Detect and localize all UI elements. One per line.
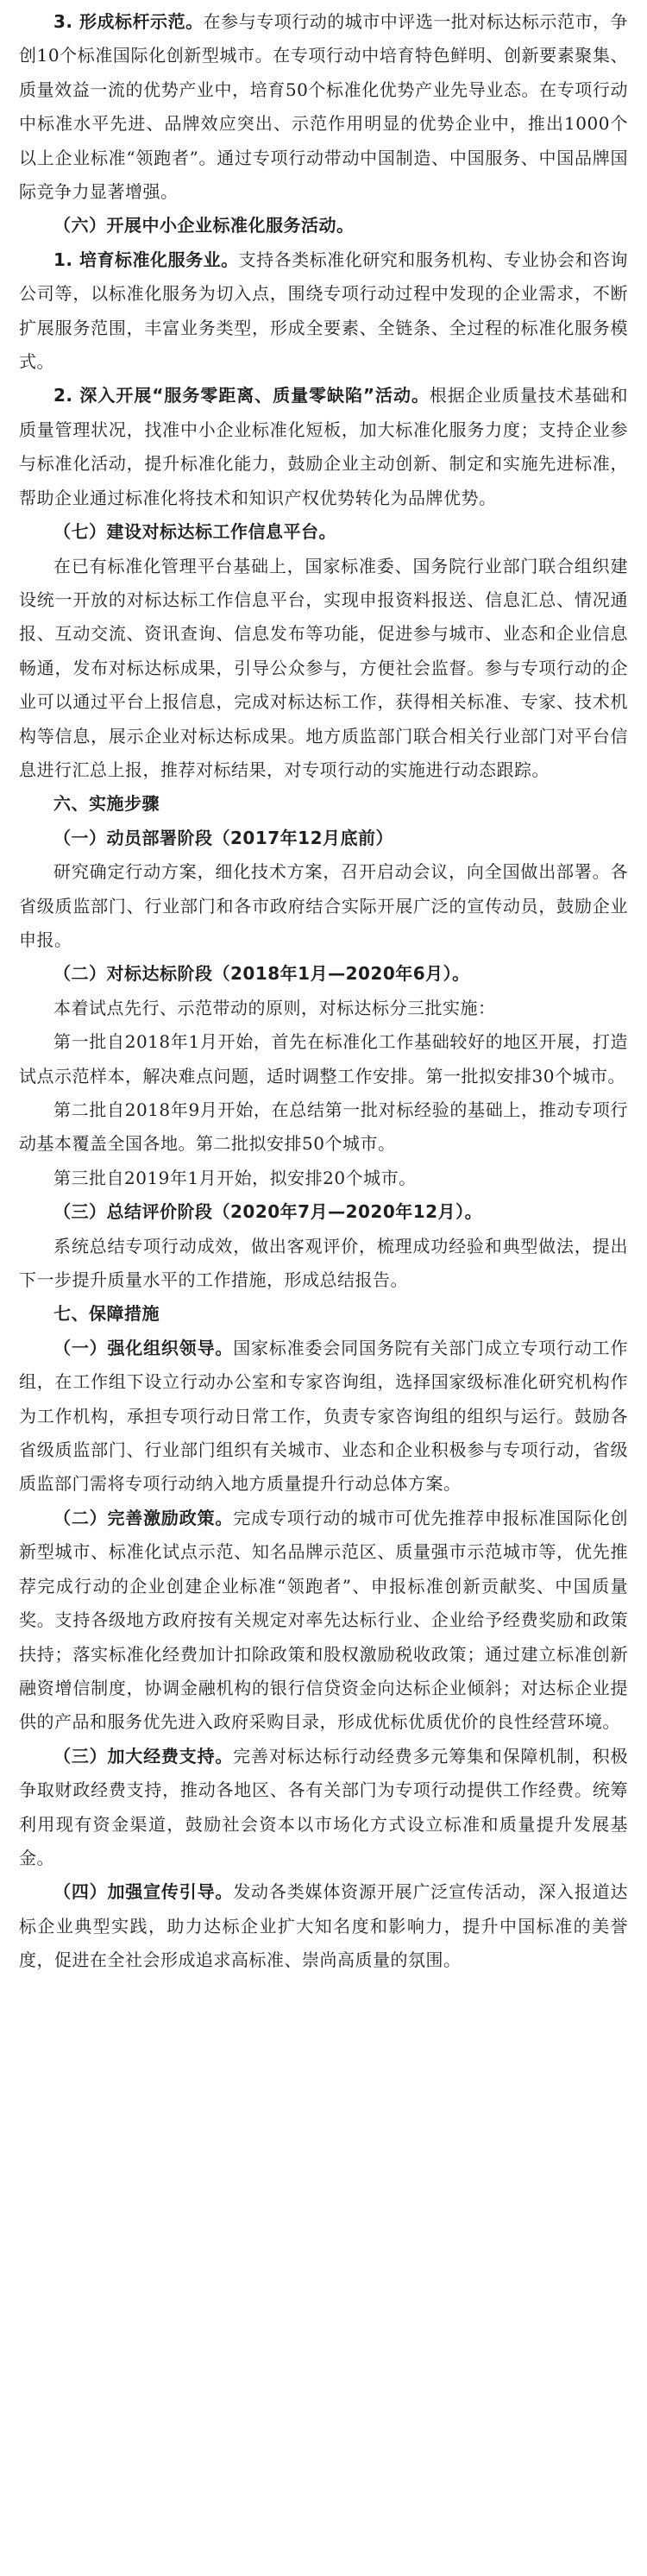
paragraph-text: 完成专项行动的城市可优先推荐申报标准国际化创新型城市、标准化试点示范、知名品牌示范区、质量强市示范城市等，优先推荐完成行动的企业创建企业标准“领跑者”、申报标准创新贡献奖、中国质量奖。支持各级地方政府按有关规定对率先达标行业、企业给予经费奖励和政策扶持；落实标准化经费加计扣除政策和股权激励税收政策；通过建立标准创新融资增信制度，协调金融机构的银行信贷资金向达标企业倾斜；对达标企业提供的产品和服务优先进入政府采购目录，形成优标优质优价的良性经营环境。 (19, 1507, 629, 1733)
paragraph-text: 发动各类媒体资源开展广泛宣传活动，深入报道达标企业典型实践，助力达标企业扩大知名度和影响力，提升中国标准的美誉度，促进在全社会形成追求高标准、崇尚高质量的氛围。 (19, 1881, 629, 1971)
paragraph-text: 在参与专项行动的城市中评选一批对标达标示范市，争创10个标准国际化创新型城市。在专项行动中培育特色鲜明、创新要素聚集、质量效益一流的优势产业中，培育50个标准化优势产业先导业态。在专项行动中标准水平先进、品牌效应突出、示范作用明显的优势企业中，推出1000个以上企业标准“领跑者”。通过专项行动带动中国制造、中国服务、中国品牌国际竞争力显著增强。 (19, 11, 629, 203)
paragraph-benchmark-demo (19, 5, 628, 209)
paragraph-text: 第二批自2018年9月开始，在总结第一批对标经验的基础上，推动专项行动基本覆盖全国各地。第二批拟安排50个城市。 (19, 1099, 628, 1155)
paragraph-evaluation (19, 1230, 628, 1298)
paragraph-text: 系统总结专项行动成效，做出客观评价，梳理成功经验和典型做法，提出下一步提升质量水平的工作措施，形成总结报告。 (19, 1235, 628, 1291)
paragraph-lead: 2. 深入开展“服务零距离、质量零缺陷”活动。 (53, 385, 430, 406)
paragraph-text: 支持各类标准化研究和服务机构、专业协会和咨询公司等，以标准化服务为切入点，围绕专项行动过程中发现的企业需求，不断扩展服务范围，丰富业务类型，形成全要素、全链条、全过程的标准化服务模式。 (19, 249, 629, 373)
paragraph-zero-distance-zero-defect (19, 379, 628, 515)
paragraph-text: 第三批自2019年1月开始，拟安排20个城市。 (53, 1167, 417, 1188)
heading-safeguard-measures: 七、保障措施 (53, 1303, 160, 1325)
paragraph-mobilization (19, 855, 628, 957)
paragraph-lead: （二）完善激励政策。 (53, 1507, 234, 1528)
paragraph-cultivate-service-industry (19, 243, 628, 380)
paragraph-second-batch (19, 1093, 628, 1162)
paragraph-organization-leadership (19, 1332, 628, 1502)
paragraph-text: 完善对标达标行动经费多元筹集和保障机制，积极争取财政经费支持，推动各地区、各有关部门为专项行动提供工作经费。统筹利用现有资金渠道，鼓励社会资本以市场化方式设立标准和质量提升发展基金。 (19, 1745, 629, 1868)
paragraph-incentive-policy (19, 1502, 628, 1740)
paragraph-third-batch (19, 1162, 628, 1195)
paragraph-text: 本着试点先行、示范带动的原则，对标达标分三批实施： (53, 997, 496, 1018)
paragraph-funding-support (19, 1740, 628, 1876)
heading-benchmarking-stage: （二）对标达标阶段（2018年1月—2020年6月）。 (53, 963, 470, 985)
paragraph-lead: （一）强化组织领导。 (53, 1337, 234, 1358)
paragraph-lead: 3. 形成标杆示范。 (53, 11, 204, 32)
heading-mobilization-stage: （一）动员部署阶段（2017年12月底前） (53, 827, 393, 848)
paragraph-publicity-guidance (19, 1875, 628, 1977)
heading-implementation-steps: 六、实施步骤 (53, 793, 160, 815)
paragraph-lead: （四）加强宣传引导。 (53, 1881, 234, 1903)
paragraph-lead: （三）加大经费支持。 (53, 1745, 234, 1767)
paragraph-info-platform (19, 550, 628, 788)
paragraph-text: 国家标准委会同国务院有关部门成立专项行动工作组，在工作组下设立行动办公室和专家咨询组，选择国家级标准化研究机构作为工作机构，承担专项行动日常工作，负责专家咨询组的组织与运行。鼓励各省级质监部门、行业部门组织有关城市、业态和企业积极参与专项行动，省级质监部门需将专项行动纳入地方质量提升行动总体方案。 (19, 1337, 629, 1495)
paragraph-text: 根据企业质量技术基础和质量管理状况，找准中小企业标准化短板，加大标准化服务力度；支持企业参与标准化活动，提升标准化能力，鼓励企业主动创新、制定和实施先进标准，帮助企业通过标准化将技术和知识产权优势转化为品牌优势。 (19, 385, 629, 508)
paragraph-three-batches (19, 992, 628, 1025)
heading-info-platform: （七）建设对标达标工作信息平台。 (53, 521, 336, 543)
paragraph-text: 研究确定行动方案，细化技术方案，召开启动会议，向全国做出部署。各省级质监部门、行业部门和各市政府结合实际开展广泛的宣传动员，鼓励企业申报。 (19, 861, 628, 950)
paragraph-text: 第一批自2018年1月开始，首先在标准化工作基础较好的地区开展，打造试点示范样本，解决难点问题，适时调整工作安排。第一批拟安排30个城市。 (19, 1031, 628, 1086)
heading-evaluation-stage: （三）总结评价阶段（2020年7月—2020年12月）。 (53, 1201, 483, 1223)
paragraph-text: 在已有标准化管理平台基础上，国家标准委、国务院行业部门联合组织建设统一开放的对标达标工作信息平台，实现申报资料报送、信息汇总、情况通报、互动交流、资讯查询、信息发布等功能，促进参与城市、业态和企业信息畅通，发布对标达标成果，引导公众参与，方便社会监督。参与专项行动的企业可以通过平台上报信息，完成对标达标工作，获得相关标准、专家、技术机构等信息，展示企业对标达标成果。地方质监部门联合相关行业部门对平台信息进行汇总上报，推荐对标结果，对专项行动的实施进行动态跟踪。 (19, 555, 628, 780)
heading-sme-standardization-service: （六）开展中小企业标准化服务活动。 (53, 215, 355, 236)
paragraph-first-batch (19, 1025, 628, 1093)
paragraph-lead: 1. 培育标准化服务业。 (53, 249, 239, 270)
